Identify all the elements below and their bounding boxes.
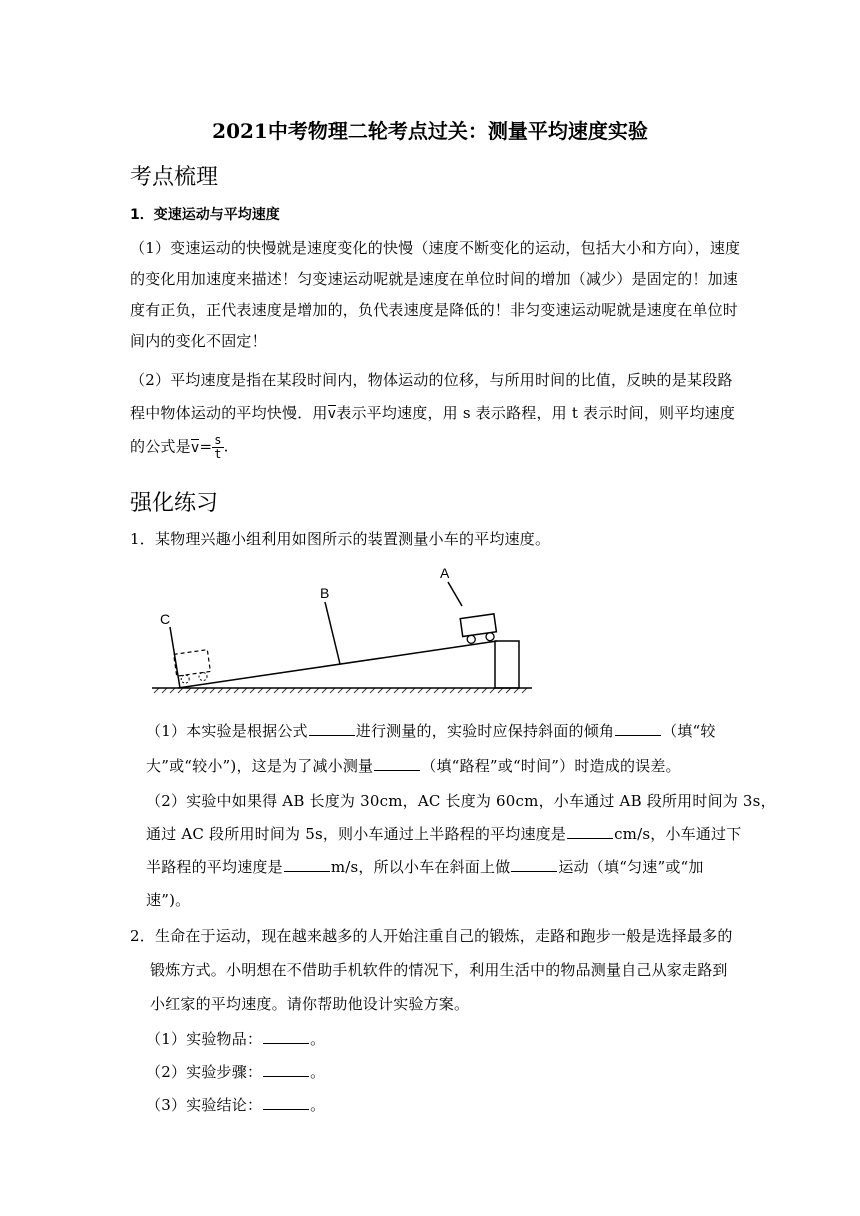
question-2-line2: 锻炼方式。小明想在不借助手机软件的情况下，利用生活中的物品测量自己从家走路到 bbox=[150, 961, 728, 979]
paragraph-1-line-3: 度有正负，正代表速度是增加的，负代表速度是降低的！非匀变速运动呢就是速度在单位时 bbox=[130, 301, 739, 319]
q1-part2-line3 bbox=[146, 856, 704, 877]
paragraph-1-line-1: （1）变速运动的快慢就是速度变化的快慢（速度不断变化的运动，包括大小和方向），速度 bbox=[130, 239, 741, 257]
paragraph-1-line-2: 的变化用加速度来描述！匀变速运动呢就是速度在单位时间的增加（减少）是固定的！加速 bbox=[130, 270, 739, 288]
q1p1-text-b: 进行测量的，实验时应保持斜面的倾角 bbox=[355, 722, 615, 740]
para2-text-a: 程中物体运动的平均快慢．用 bbox=[130, 404, 328, 422]
q1-part2-line2 bbox=[146, 823, 741, 844]
formula-denominator: t bbox=[214, 447, 222, 461]
formula-period: . bbox=[223, 437, 229, 456]
ground-hatching bbox=[152, 688, 532, 693]
q1p1-text-e: （填“路程”或“时间”）时造成的误差。 bbox=[421, 757, 681, 775]
paragraph-1-line-4: 间内的变化不固定！ bbox=[130, 332, 267, 350]
marker-c-pole bbox=[170, 627, 180, 688]
formula-numerator: s bbox=[214, 433, 222, 447]
q1p1-text-a: （1）本实验是根据公式 bbox=[146, 722, 308, 740]
q1-part1-line2 bbox=[146, 755, 681, 776]
q2-item-steps bbox=[146, 1061, 325, 1082]
paragraph-2-line-3 bbox=[130, 434, 229, 461]
blank-measurement[interactable] bbox=[374, 756, 420, 771]
label-a: A bbox=[440, 565, 450, 581]
support-block bbox=[495, 641, 519, 688]
formula-equals: = bbox=[199, 437, 213, 456]
q1p2-text-c: 半路程的平均速度是 bbox=[146, 858, 283, 876]
q1p2-text-e: 运动（填“匀速”或“加 bbox=[558, 858, 704, 876]
question-2-line3: 小红家的平均速度。请你帮助他设计实验方案。 bbox=[150, 995, 470, 1013]
paragraph-2-line-1: （2）平均速度是指在某段时间内，物体运动的位移，与所用时间的比值，反映的是某段路 bbox=[130, 371, 733, 389]
label-b: B bbox=[320, 585, 330, 601]
paragraph-2-line-2 bbox=[130, 402, 735, 423]
q1-part1-line1 bbox=[146, 720, 716, 741]
q1p1-text-c: （填“较 bbox=[662, 722, 716, 740]
question-1-stem: 1．某物理兴趣小组利用如图所示的装置测量小车的平均速度。 bbox=[130, 530, 551, 548]
cart-at-c-dashed bbox=[174, 650, 212, 684]
q2-item3-label: （3）实验结论： bbox=[146, 1096, 263, 1114]
blank-motion-type[interactable] bbox=[511, 857, 557, 872]
section-heading-practice: 强化练习 bbox=[130, 491, 219, 516]
para2-text-b: 表示平均速度，用 s 表示路程，用 t 表示时间，则平均速度 bbox=[336, 404, 736, 422]
blank-upper-speed[interactable] bbox=[567, 824, 613, 839]
label-c: C bbox=[160, 611, 171, 627]
question-2-line1: 2．生命在于运动，现在越来越多的人开始注重自己的锻炼，走路和跑步一般是选择最多的 bbox=[130, 927, 733, 945]
v-bar-symbol: v bbox=[327, 406, 337, 422]
blank-conclusion[interactable] bbox=[263, 1095, 309, 1110]
formula-fraction bbox=[212, 434, 223, 461]
q2-item1-label: （1）实验物品： bbox=[146, 1030, 263, 1048]
blank-angle[interactable] bbox=[615, 721, 661, 736]
q2-item3-end: 。 bbox=[310, 1096, 326, 1114]
incline-slope bbox=[178, 641, 497, 688]
q2-item-conclusion bbox=[146, 1094, 325, 1115]
q1p1-text-d: 大”或“较小”)，这是为了减小测量 bbox=[146, 757, 374, 775]
formula-intro: 的公式是 bbox=[130, 437, 191, 456]
q1-part2-line4: 速”)。 bbox=[146, 891, 191, 909]
formula-v-bar: v bbox=[190, 439, 200, 456]
marker-b-pole bbox=[325, 602, 340, 664]
page-title: 2021中考物理二轮考点过关：测量平均速度实验 bbox=[212, 119, 648, 143]
marker-a-pole bbox=[448, 582, 462, 606]
q1p2-text-d: m/s，所以小车在斜面上做 bbox=[330, 858, 511, 876]
subheading-variable-motion: 1．变速运动与平均速度 bbox=[130, 207, 280, 223]
blank-steps[interactable] bbox=[263, 1062, 309, 1077]
blank-formula[interactable] bbox=[309, 721, 355, 736]
q2-item2-label: （2）实验步骤： bbox=[146, 1063, 263, 1081]
blank-materials[interactable] bbox=[263, 1029, 309, 1044]
section-heading-review: 考点梳理 bbox=[130, 165, 219, 190]
q1p2-text-b: cm/s，小车通过下 bbox=[614, 825, 742, 843]
q2-item1-end: 。 bbox=[310, 1030, 326, 1048]
cart-at-a bbox=[460, 614, 497, 644]
blank-lower-speed[interactable] bbox=[284, 857, 330, 872]
q2-item-materials bbox=[146, 1028, 325, 1049]
incline-figure bbox=[150, 560, 540, 700]
q1p2-text-a: 通过 AC 段所用时间为 5s，则小车通过上半路程的平均速度是 bbox=[146, 825, 567, 843]
q1-part2-line1: （2）实验中如果得 AB 长度为 30cm，AC 长度为 60cm，小车通过 AB 段所用时间为 3s， bbox=[146, 792, 776, 810]
q2-item2-end: 。 bbox=[310, 1063, 326, 1081]
